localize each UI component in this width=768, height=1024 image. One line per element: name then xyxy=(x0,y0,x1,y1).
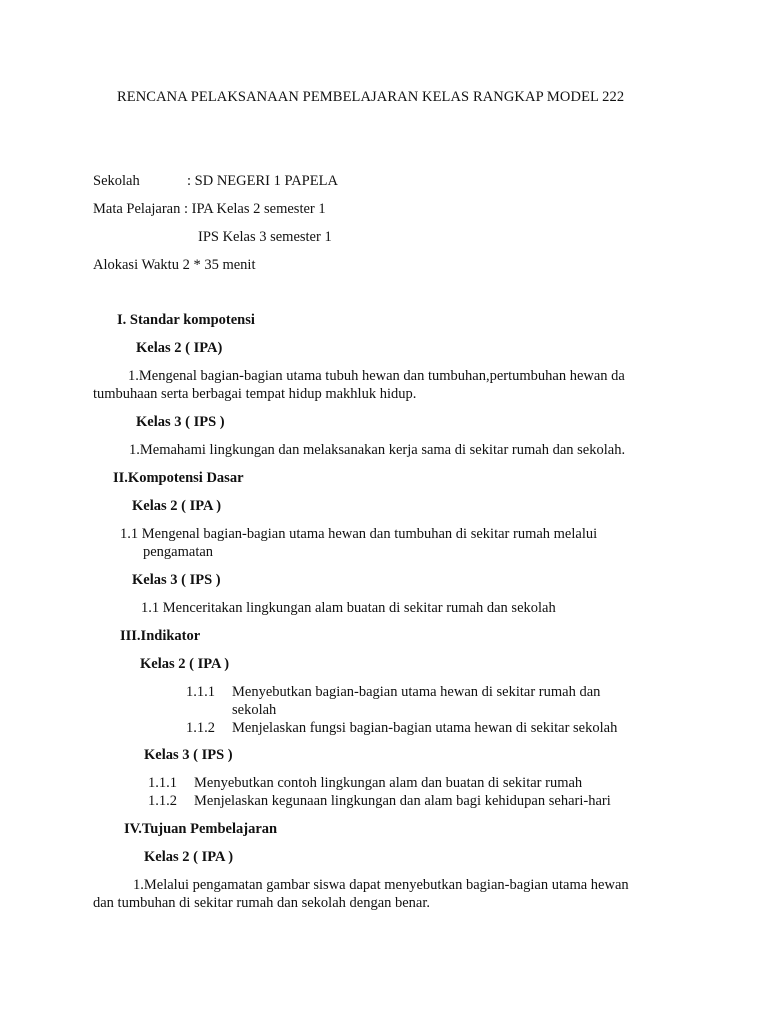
section-2-kelas2-text: 1.1 Mengenal bagian-bagian utama hewan dan tumbuhan di sekitar rumah melalui xyxy=(120,526,598,542)
item-text: Menyebutkan bagian-bagian utama hewan di sekitar rumah dan xyxy=(232,684,601,700)
item-text: Menyebutkan contoh lingkungan alam dan buatan di sekitar rumah xyxy=(194,775,583,791)
alokasi-waktu: Alokasi Waktu 2 * 35 menit xyxy=(93,257,256,273)
section-3-heading: III.Indikator xyxy=(120,628,201,644)
item-number: 1.1.2 xyxy=(148,793,177,809)
indikator-kelas3-item-1 xyxy=(148,774,582,792)
mata-pelajaran-line: Mata Pelajaran : IPA Kelas 2 semester 1 xyxy=(93,201,326,217)
section-3-kelas2-heading: Kelas 2 ( IPA ) xyxy=(140,656,230,672)
item-text: Menjelaskan fungsi bagian-bagian utama hewan di sekitar sekolah xyxy=(232,720,618,736)
section-1-kelas3-text: 1.Memahami lingkungan dan melaksanakan kerja sama di sekitar rumah dan sekolah. xyxy=(129,442,626,458)
indikator-kelas3-item-2 xyxy=(148,792,611,810)
section-3-kelas3-heading: Kelas 3 ( IPS ) xyxy=(144,747,233,763)
section-1-kelas2-text-cont: tumbuhaan serta berbagai tempat hidup makhluk hidup. xyxy=(93,386,417,402)
section-4-kelas2-heading: Kelas 2 ( IPA ) xyxy=(144,849,234,865)
sekolah-value: : SD NEGERI 1 PAPELA xyxy=(187,173,338,189)
section-1-kelas2-text: 1.Mengenal bagian-bagian utama tubuh hewan dan tumbuhan,pertumbuhan hewan da xyxy=(128,368,625,384)
item-number: 1.1.2 xyxy=(186,720,215,736)
section-1-kelas3-heading: Kelas 3 ( IPS ) xyxy=(136,414,225,430)
item-text: Menjelaskan kegunaan lingkungan dan alam bagi kehidupan sehari-hari xyxy=(194,793,611,809)
section-4-kelas2-text: 1.Melalui pengamatan gambar siswa dapat menyebutkan bagian-bagian utama hewan xyxy=(133,877,629,893)
item-number: 1.1.1 xyxy=(148,775,177,791)
sekolah-label: Sekolah xyxy=(93,173,140,189)
section-1-kelas2-heading: Kelas 2 ( IPA) xyxy=(136,340,223,356)
item-number: 1.1.1 xyxy=(186,684,215,700)
section-2-kelas2-text-cont: pengamatan xyxy=(143,544,214,560)
section-4-kelas2-text-cont: dan tumbuhan di sekitar rumah dan sekolah dengan benar. xyxy=(93,895,431,911)
section-4-heading: IV.Tujuan Pembelajaran xyxy=(124,821,278,837)
section-2-kelas3-text: 1.1 Menceritakan lingkungan alam buatan di sekitar rumah dan sekolah xyxy=(141,600,556,616)
indikator-kelas2-item-1-cont: sekolah xyxy=(232,702,277,718)
indikator-kelas2-item-2 xyxy=(186,719,617,737)
indikator-kelas2-item-1 xyxy=(186,683,600,701)
mata-pelajaran-line-2: IPS Kelas 3 semester 1 xyxy=(198,229,332,245)
section-2-heading: II.Kompotensi Dasar xyxy=(113,470,244,486)
section-1-heading: I. Standar kompotensi xyxy=(117,312,255,328)
section-2-kelas2-heading: Kelas 2 ( IPA ) xyxy=(132,498,222,514)
section-2-kelas3-heading: Kelas 3 ( IPS ) xyxy=(132,572,221,588)
page-title: RENCANA PELAKSANAAN PEMBELAJARAN KELAS RANGKAP MODEL 222 xyxy=(117,89,625,105)
